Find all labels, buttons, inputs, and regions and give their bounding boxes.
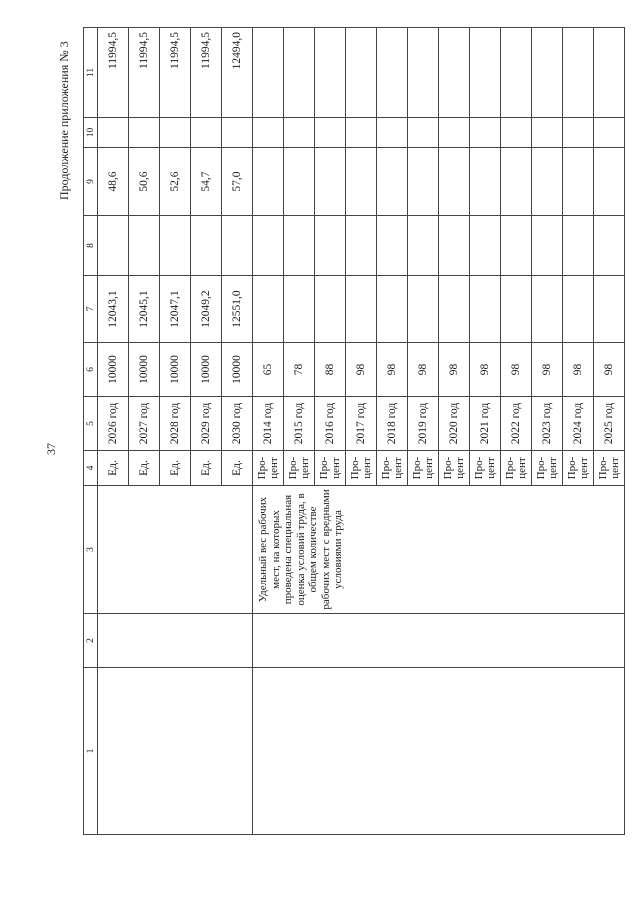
empty-cell: [315, 216, 346, 276]
empty-cell: [315, 28, 346, 118]
value-cell: 12494,0: [222, 28, 253, 118]
empty-cell: [563, 28, 594, 118]
value-cell: 11994,5: [160, 28, 191, 118]
unit-line: цент: [516, 457, 528, 479]
year-cell: 2021 год: [470, 397, 501, 451]
unit-line: цент: [392, 457, 404, 479]
table-row: [253, 28, 284, 835]
value-cell: 10000: [129, 343, 160, 397]
empty-cell: [98, 118, 129, 148]
empty-cell: [222, 216, 253, 276]
value-cell: 78: [284, 343, 315, 397]
unit-cell: [563, 451, 594, 486]
empty-cell: [439, 216, 470, 276]
rotated-table-container: [83, 28, 621, 835]
value-cell: 10000: [222, 343, 253, 397]
empty-cell: [408, 28, 439, 118]
year-cell: 2023 год: [532, 397, 563, 451]
empty-cell: [222, 614, 253, 668]
empty-cell: [191, 486, 222, 614]
empty-cell: [470, 118, 501, 148]
empty-cell: [160, 668, 191, 835]
empty-cell: [563, 216, 594, 276]
empty-cell: [253, 148, 284, 216]
empty-cell: [98, 614, 129, 668]
value-cell: 54,7: [191, 148, 222, 216]
empty-cell: [129, 486, 160, 614]
empty-cell: [346, 148, 377, 216]
year-cell: 2026 год: [98, 397, 129, 451]
column-number: 3: [84, 486, 98, 614]
empty-cell: [563, 148, 594, 216]
unit-line: цент: [454, 457, 466, 479]
value-cell: 10000: [191, 343, 222, 397]
empty-cell: [377, 118, 408, 148]
empty-cell: [253, 118, 284, 148]
value-cell: 57,0: [222, 148, 253, 216]
empty-cell: [594, 216, 625, 276]
value-cell: 12047,1: [160, 276, 191, 343]
empty-cell: [532, 148, 563, 216]
column-number: 11: [84, 28, 98, 118]
empty-cell: [315, 118, 346, 148]
column-number: 7: [84, 276, 98, 343]
value-cell: 88: [315, 343, 346, 397]
empty-cell: [594, 118, 625, 148]
empty-cell: [501, 276, 532, 343]
empty-cell: [408, 118, 439, 148]
value-cell: 11994,5: [129, 28, 160, 118]
column-number: 1: [84, 668, 98, 835]
empty-cell: [346, 276, 377, 343]
empty-cell: [408, 148, 439, 216]
empty-cell: [501, 118, 532, 148]
unit-cell: [532, 451, 563, 486]
unit-line: цент: [547, 457, 559, 479]
unit-cell: [470, 451, 501, 486]
year-cell: 2018 год: [377, 397, 408, 451]
unit-line: Про-: [287, 456, 299, 480]
continuation-note: Продолжение приложения № 3: [57, 41, 71, 200]
value-cell: 52,6: [160, 148, 191, 216]
empty-cell: [594, 276, 625, 343]
value-cell: 50,6: [129, 148, 160, 216]
empty-cell: [284, 216, 315, 276]
table-row: [98, 28, 129, 835]
empty-cell: [408, 276, 439, 343]
empty-cell: [532, 216, 563, 276]
empty-cell: [284, 118, 315, 148]
empty-cell: [532, 118, 563, 148]
empty-cell: [253, 614, 625, 668]
column-number: 10: [84, 118, 98, 148]
year-cell: 2027 год: [129, 397, 160, 451]
year-cell: 2029 год: [191, 397, 222, 451]
year-cell: 2020 год: [439, 397, 470, 451]
unit-line: цент: [578, 457, 590, 479]
empty-cell: [470, 276, 501, 343]
value-cell: 48,6: [98, 148, 129, 216]
empty-cell: [222, 118, 253, 148]
value-cell: 11994,5: [191, 28, 222, 118]
unit-cell: Ед.: [191, 451, 222, 486]
value-cell: 98: [408, 343, 439, 397]
value-cell: 98: [470, 343, 501, 397]
empty-cell: [563, 118, 594, 148]
empty-cell: [346, 28, 377, 118]
empty-cell: [98, 668, 129, 835]
table-row: [160, 28, 191, 835]
unit-line: Про-: [411, 456, 423, 480]
table-body: [84, 28, 625, 835]
unit-line: цент: [423, 457, 435, 479]
year-cell: 2019 год: [408, 397, 439, 451]
empty-cell: [222, 486, 253, 614]
unit-line: цент: [299, 457, 311, 479]
empty-cell: [160, 216, 191, 276]
indicator-description: Удельный вес рабочих мест, на которых проведена специальная оценка условий труда, в общем количестве рабочих мест с вредными условиями труда: [253, 486, 625, 614]
column-number: 9: [84, 148, 98, 216]
unit-line: Про-: [597, 456, 609, 480]
unit-cell: [346, 451, 377, 486]
unit-line: цент: [330, 457, 342, 479]
empty-cell: [191, 668, 222, 835]
table-row: [222, 28, 253, 835]
empty-cell: [284, 28, 315, 118]
value-cell: 98: [346, 343, 377, 397]
unit-line: цент: [361, 457, 373, 479]
empty-cell: [377, 276, 408, 343]
value-cell: 10000: [160, 343, 191, 397]
year-cell: 2017 год: [346, 397, 377, 451]
column-number: 6: [84, 343, 98, 397]
unit-cell: [253, 451, 284, 486]
empty-cell: [470, 28, 501, 118]
empty-cell: [315, 148, 346, 216]
value-cell: 12551,0: [222, 276, 253, 343]
unit-cell: Ед.: [98, 451, 129, 486]
empty-cell: [129, 216, 160, 276]
year-cell: 2016 год: [315, 397, 346, 451]
empty-cell: [439, 148, 470, 216]
table-row: [191, 28, 222, 835]
empty-cell: [129, 614, 160, 668]
table-row: [129, 28, 160, 835]
unit-line: Про-: [566, 456, 578, 480]
year-cell: 2025 год: [594, 397, 625, 451]
empty-cell: [253, 28, 284, 118]
empty-cell: [160, 614, 191, 668]
empty-cell: [253, 216, 284, 276]
unit-line: Про-: [473, 456, 485, 480]
empty-cell: [532, 276, 563, 343]
empty-cell: [377, 216, 408, 276]
unit-cell: [439, 451, 470, 486]
empty-cell: [346, 216, 377, 276]
page-number: 37: [44, 443, 58, 455]
empty-cell: [129, 668, 160, 835]
empty-cell: [408, 216, 439, 276]
empty-cell: [315, 276, 346, 343]
empty-cell: [253, 276, 284, 343]
unit-cell: [594, 451, 625, 486]
value-cell: 98: [594, 343, 625, 397]
value-cell: 98: [563, 343, 594, 397]
empty-cell: [501, 28, 532, 118]
value-cell: 12043,1: [98, 276, 129, 343]
header-row: [84, 28, 98, 835]
empty-cell: [191, 216, 222, 276]
unit-cell: [315, 451, 346, 486]
column-number: 2: [84, 614, 98, 668]
unit-line: Про-: [256, 456, 268, 480]
value-cell: 11994,5: [98, 28, 129, 118]
value-cell: 65: [253, 343, 284, 397]
empty-cell: [439, 118, 470, 148]
empty-cell: [594, 28, 625, 118]
unit-line: Про-: [380, 456, 392, 480]
empty-cell: [470, 216, 501, 276]
column-number: 4: [84, 451, 98, 486]
value-cell: 98: [439, 343, 470, 397]
unit-line: Про-: [442, 456, 454, 480]
empty-cell: [470, 148, 501, 216]
column-number: 8: [84, 216, 98, 276]
value-cell: 98: [501, 343, 532, 397]
unit-cell: [377, 451, 408, 486]
value-cell: 12049,2: [191, 276, 222, 343]
empty-cell: [439, 276, 470, 343]
unit-cell: [408, 451, 439, 486]
empty-cell: [160, 118, 191, 148]
year-cell: 2024 год: [563, 397, 594, 451]
empty-cell: [501, 216, 532, 276]
column-number: 5: [84, 397, 98, 451]
empty-cell: [284, 276, 315, 343]
unit-cell: Ед.: [222, 451, 253, 486]
value-cell: 98: [532, 343, 563, 397]
empty-cell: [532, 28, 563, 118]
value-cell: 10000: [98, 343, 129, 397]
empty-cell: [377, 148, 408, 216]
unit-cell: [501, 451, 532, 486]
unit-cell: Ед.: [160, 451, 191, 486]
empty-cell: [346, 118, 377, 148]
unit-line: Про-: [318, 456, 330, 480]
empty-cell: [98, 486, 129, 614]
unit-cell: Ед.: [129, 451, 160, 486]
unit-line: цент: [268, 457, 280, 479]
empty-cell: [222, 668, 253, 835]
empty-cell: [439, 28, 470, 118]
year-cell: 2022 год: [501, 397, 532, 451]
empty-cell: [191, 118, 222, 148]
year-cell: 2028 год: [160, 397, 191, 451]
empty-cell: [160, 486, 191, 614]
unit-line: цент: [485, 457, 497, 479]
unit-cell: [284, 451, 315, 486]
year-cell: 2030 год: [222, 397, 253, 451]
empty-cell: [191, 614, 222, 668]
unit-line: Про-: [349, 456, 361, 480]
unit-line: Про-: [504, 456, 516, 480]
empty-cell: [129, 118, 160, 148]
empty-cell: [501, 148, 532, 216]
empty-cell: [98, 216, 129, 276]
year-cell: 2014 год: [253, 397, 284, 451]
empty-cell: [253, 668, 625, 835]
year-cell: 2015 год: [284, 397, 315, 451]
empty-cell: [284, 148, 315, 216]
empty-cell: [594, 148, 625, 216]
data-table: [83, 27, 625, 835]
empty-cell: [377, 28, 408, 118]
unit-line: Про-: [535, 456, 547, 480]
value-cell: 12045,1: [129, 276, 160, 343]
value-cell: 98: [377, 343, 408, 397]
empty-cell: [563, 276, 594, 343]
unit-line: цент: [609, 457, 621, 479]
